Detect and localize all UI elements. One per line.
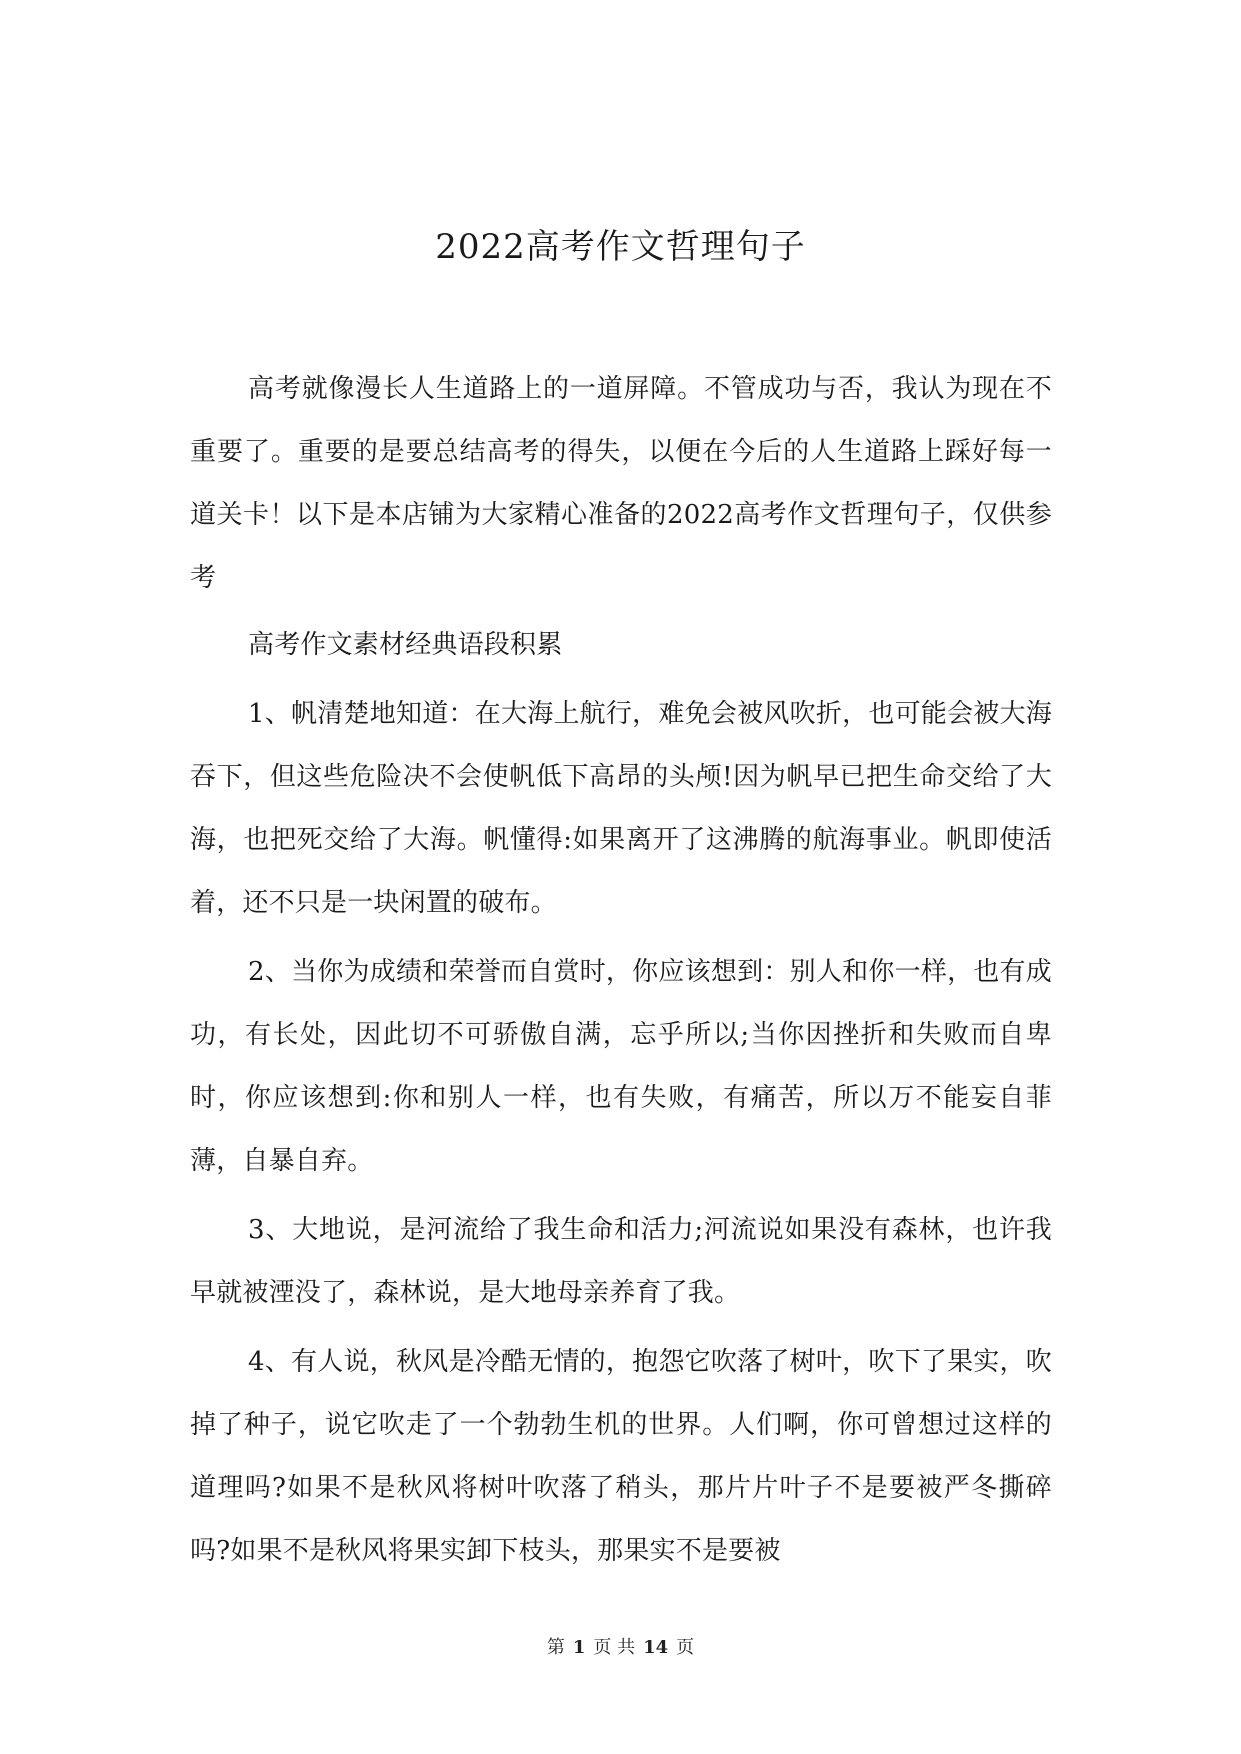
paragraph-item-1: 1、帆清楚地知道：在大海上航行，难免会被风吹折，也可能会被大海吞下，但这些危险决不会使帆低下高昂的头颅!因为帆早已把生命交给了大海，也把死交给了大海。帆懂得:如果离开了这沸腾的航海事业。帆即使活着，还不只是一块闲置的破布。 <box>190 699 1052 918</box>
page-footer <box>0 1636 1241 1660</box>
footer-total-pages: 14 <box>643 1637 669 1658</box>
paragraph-item-4: 4、有人说，秋风是冷酷无情的，抱怨它吹落了树叶，吹下了果实，吹掉了种子，说它吹走了一个勃勃生机的世界。人们啊，你可曾想过这样的道理吗?如果不是秋风将树叶吹落了稍头，那片片叶子不是要被严冬撕碎吗?如果不是秋风将果实卸下枝头，那果实不是要被 <box>190 1347 1052 1566</box>
footer-suffix: 页 <box>676 1637 695 1658</box>
document-title: 2022高考作文哲理句子 <box>435 227 806 267</box>
paragraph-item-3: 3、大地说，是河流给了我生命和活力;河流说如果没有森林，也许我早就被湮没了，森林说，是大地母亲养育了我。 <box>190 1215 1052 1308</box>
document-body <box>190 358 1052 1589</box>
footer-prefix: 第 <box>546 1637 565 1658</box>
footer-current-page: 1 <box>572 1637 586 1658</box>
paragraph-item-2: 2、当你为成绩和荣誉而自赏时，你应该想到：别人和你一样，也有成功，有长处，因此切不可骄傲自满，忘乎所以;当你因挫折和失败而自卑时，你应该想到:你和别人一样，也有失败，有痛苦，所以万不能妄自菲薄，自暴自弃。 <box>190 957 1052 1176</box>
intro-paragraph: 高考就像漫长人生道路上的一道屏障。不管成功与否，我认为现在不重要了。重要的是要总结高考的得失，以便在今后的人生道路上踩好每一道关卡！以下是本店铺为大家精心准备的2022高考作文哲理句子，仅供参考 <box>190 374 1052 593</box>
footer-middle: 页 共 <box>593 1637 636 1658</box>
section-heading: 高考作文素材经典语段积累 <box>248 630 563 660</box>
